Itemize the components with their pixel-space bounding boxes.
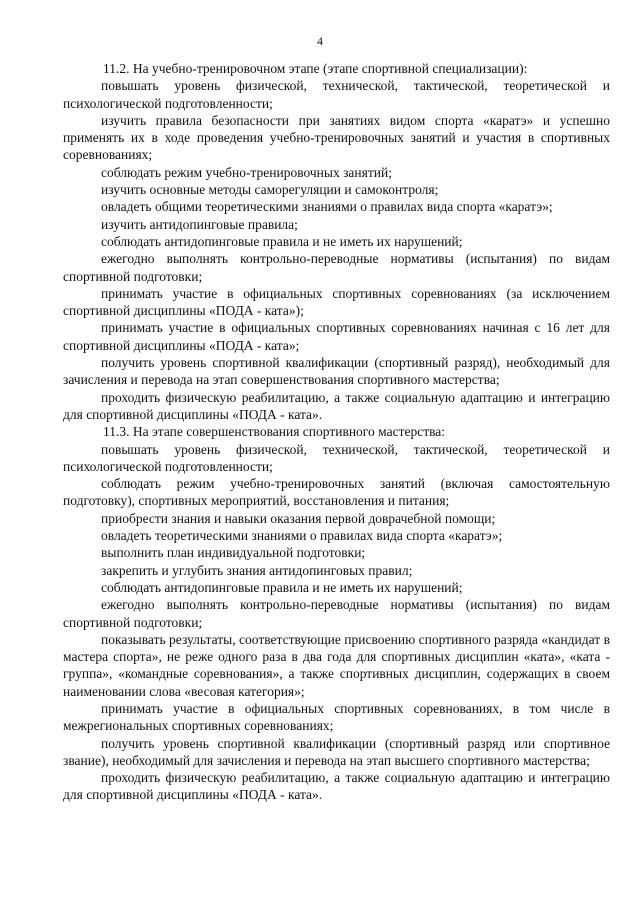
list-item: получить уровень спортивной квалификации (спортивный разряд или спортивное звание), необходимый для зачисления и перевода на этап высшего спортивного мастерства; [63,735,610,768]
list-item: изучить антидопинговые правила; [101,216,298,232]
list-item: закрепить и углубить знания антидопинговых правил; [101,562,413,578]
list-item: выполнить план индивидуальной подготовки; [101,545,366,561]
list-item: принимать участие в официальных спортивных соревнованиях, в том числе в межрегиональных спортивных соревнованиях; [63,700,610,734]
list-item: проходить физическую реабилитацию, а также социальную адаптацию и интеграцию для спортивной дисциплины «ПОДА - ката». [63,389,610,422]
list-item: принимать участие в официальных спортивных соревнованиях начиная с 16 лет для спортивной дисциплины «ПОДА - ката»; [63,320,610,353]
list-item: принимать участие в официальных спортивных соревнованиях (за исключением спортивной дисциплины «ПОДА - ката»); [63,285,610,319]
list-item: приобрести знания и навыки оказания первой доврачебной помощи; [101,510,496,526]
list-item: соблюдать антидопинговые правила и не иметь их нарушений; [101,233,463,249]
section-heading-11-3: 11.3. На этапе совершенствования спортивного мастерства: [103,424,446,440]
list-item: изучить основные методы саморегуляции и самоконтроля; [101,182,439,198]
list-item: повышать уровень физической, технической, тактической, теоретической и психологической подготовленности; [63,441,610,474]
page-number: 4 [317,34,323,48]
list-item: овладеть общими теоретическими знаниями о правилах вида спорта «каратэ»; [101,199,553,215]
list-item: проходить физическую реабилитацию, а также социальную адаптацию и интеграцию для спортивной дисциплины «ПОДА - ката». [63,770,610,803]
list-item: соблюдать антидопинговые правила и не иметь их нарушений; [101,579,463,595]
list-item: показывать результаты, соответствующие присвоению спортивного разряда «кандидат в мастера спорта», не реже одного раза в два года для спортивных дисциплин «ката», «ката - группа», «командные соревнования», а также спортивных дисциплин, содержащих в своем наименовании слова «весовая категория»; [63,631,610,699]
list-item: соблюдать режим учебно-тренировочных занятий (включая самостоятельную подготовку), спортивных мероприятий, восстановления и питания; [63,476,610,509]
list-item: соблюдать режим учебно-тренировочных занятий; [101,164,392,180]
list-item: ежегодно выполнять контрольно-переводные нормативы (испытания) по видам спортивной подготовки; [63,597,610,630]
list-item: получить уровень спортивной квалификации (спортивный разряд), необходимый для зачисления и перевода на этап совершенствования спортивного мастерства; [63,355,610,388]
list-item: изучить правила безопасности при занятиях видом спорта «каратэ» и успешно применять их в ходе проведения учебно-тренировочных занятий и участия в спортивных соревнованиях; [63,112,610,163]
list-item: повышать уровень физической, технической, тактической, теоретической и психологической подготовленности; [63,78,610,111]
document-body [63,60,610,804]
list-item: овладеть теоретическими знаниями о правилах вида спорта «каратэ»; [101,528,503,544]
section-heading-11-2: 11.2. На учебно-тренировочном этапе (этапе спортивной специализации): [103,61,528,76]
list-item: ежегодно выполнять контрольно-переводные нормативы (испытания) по видам спортивной подготовки; [63,251,610,284]
